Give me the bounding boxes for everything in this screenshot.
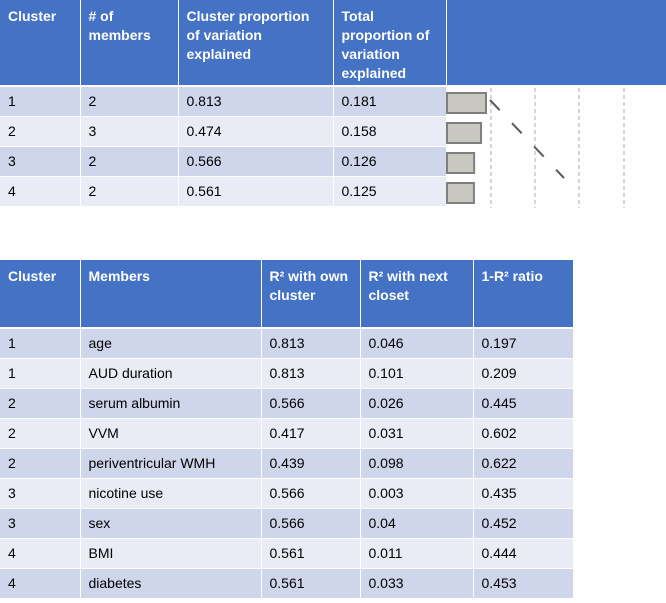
cell-r2-next: 0.098 [360,448,473,478]
cell-total-proportion: 0.158 [333,116,446,146]
cell-r2-own: 0.417 [261,418,360,448]
cell-member-count: 3 [80,116,178,146]
cell-member-count: 2 [80,146,178,176]
cell-r2-next: 0.026 [360,388,473,418]
cell-cluster: 4 [0,568,80,598]
cell-cluster: 3 [0,478,80,508]
cell-ratio: 0.197 [473,328,573,358]
cell-r2-next: 0.011 [360,538,473,568]
cell-member: age [80,328,261,358]
table-row [0,508,573,538]
cell-r2-own: 0.813 [261,328,360,358]
table-header-row [0,260,573,328]
table-row [0,328,573,358]
col-header-members-count: # of members [80,0,178,86]
col-header-sparkline [446,0,666,86]
cell-r2-next: 0.046 [360,328,473,358]
table-row [0,418,573,448]
cell-member: nicotine use [80,478,261,508]
col-header-cluster-proportion: Cluster proportion of variation explained [178,0,333,86]
variation-bar [447,183,474,203]
cell-member: serum albumin [80,388,261,418]
variation-sparkline [446,88,666,210]
cell-cluster: 4 [0,176,80,206]
cell-cluster: 1 [0,358,80,388]
col-header-total-proportion: Total proportion of variation explained [333,0,446,86]
cell-member: diabetes [80,568,261,598]
cell-r2-own: 0.561 [261,538,360,568]
cell-member: BMI [80,538,261,568]
cell-ratio: 0.452 [473,508,573,538]
cell-r2-next: 0.101 [360,358,473,388]
cell-cluster-proportion: 0.474 [178,116,333,146]
cell-member: VVM [80,418,261,448]
table-row [0,478,573,508]
cell-ratio: 0.622 [473,448,573,478]
cell-member-count: 2 [80,176,178,206]
col-header-ratio: 1-R² ratio [473,260,573,328]
cell-ratio: 0.209 [473,358,573,388]
cell-r2-next: 0.031 [360,418,473,448]
cell-r2-own: 0.566 [261,478,360,508]
cell-r2-own: 0.813 [261,358,360,388]
cell-r2-own: 0.439 [261,448,360,478]
cell-ratio: 0.602 [473,418,573,448]
cell-ratio: 0.453 [473,568,573,598]
cell-member-count: 2 [80,86,178,116]
cell-cluster: 2 [0,116,80,146]
variation-bar [447,153,474,173]
variation-bar [447,123,481,143]
col-header-r2-own: R² with own cluster [261,260,360,328]
cell-cluster: 4 [0,538,80,568]
cluster-members-table [0,260,574,599]
col-header-r2-next: R² with next closet [360,260,473,328]
table-header-row [0,0,666,86]
col-header-members: Members [80,260,261,328]
cell-cluster-proportion: 0.561 [178,176,333,206]
cell-cluster: 1 [0,328,80,358]
cell-member: sex [80,508,261,538]
cell-r2-next: 0.003 [360,478,473,508]
cell-r2-own: 0.566 [261,508,360,538]
col-header-cluster: Cluster [0,0,80,86]
trend-line [490,100,564,178]
cell-r2-own: 0.561 [261,568,360,598]
cell-cluster: 3 [0,146,80,176]
cell-r2-next: 0.033 [360,568,473,598]
table-row [0,448,573,478]
cell-cluster-proportion: 0.813 [178,86,333,116]
cell-ratio: 0.445 [473,388,573,418]
cell-cluster: 2 [0,388,80,418]
cell-cluster: 2 [0,448,80,478]
cell-r2-own: 0.566 [261,388,360,418]
cell-member: periventricular WMH [80,448,261,478]
cell-ratio: 0.444 [473,538,573,568]
table-row [0,388,573,418]
col-header-cluster: Cluster [0,260,80,328]
cell-ratio: 0.435 [473,478,573,508]
cell-r2-next: 0.04 [360,508,473,538]
table-row [0,358,573,388]
cell-cluster: 2 [0,418,80,448]
table-row [0,538,573,568]
cell-cluster: 1 [0,86,80,116]
cell-total-proportion: 0.181 [333,86,446,116]
cell-cluster: 3 [0,508,80,538]
cell-member: AUD duration [80,358,261,388]
cell-total-proportion: 0.125 [333,176,446,206]
variation-bar [447,93,486,113]
table-row [0,568,573,598]
cell-total-proportion: 0.126 [333,146,446,176]
cell-cluster-proportion: 0.566 [178,146,333,176]
